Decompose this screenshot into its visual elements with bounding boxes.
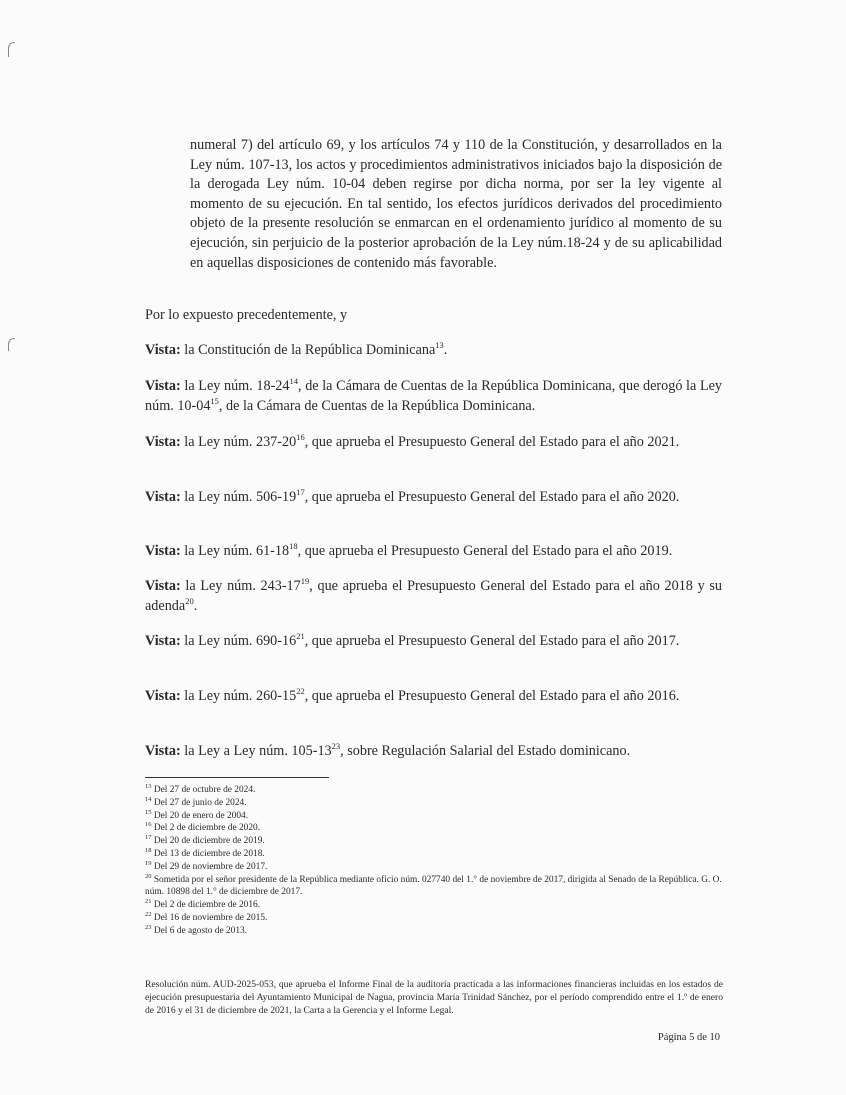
footnote-item: $^{19}$ Del 29 de noviembre de 2017. — [145, 859, 268, 872]
footnote-item: $^{23}$ Del 6 de agosto de 2013. — [145, 923, 248, 936]
footnote-item: $^{18}$ Del 13 de diciembre de 2018. — [145, 846, 265, 859]
vista-ley-61-18: Vista: la Ley núm. $61-18^{18}$, que aprueba el Presupuesto General del Estado para el año 2019. — [145, 541, 673, 559]
footnotes — [145, 784, 725, 938]
footnote-item: $^{21}$ Del 2 de diciembre de 2016. — [145, 898, 261, 911]
vista-label: Vista: — [145, 633, 181, 649]
vista-ley-237-20: Vista: la Ley núm. $237-20^{16}$, que aprueba el Presupuesto General del Estado para el año 2021. — [145, 432, 680, 450]
intro-paragraph: numeral 7) del artículo 69, y los artículos 74 y 110 de la Constitución, y desarrollados en la Ley núm. 107-13, los actos y procedimientos administrativos iniciados bajo la disposición de la derogada Ley núm. 10-04 deben regirse por dicha norma, por ser la ley vigente al momento de su ejecución. En tal sentido, los efectos jurídicos derivados del procedimiento objeto de la presente resolución se enmarcan en el ordenamiento jurídico al momento de su ejecución, sin perjuicio de la posterior aprobación de la Ley núm.18-24 y de su aplicabilidad en aquellas disposiciones de contenido más favorable. — [190, 137, 722, 271]
vista-label: Vista: — [145, 543, 181, 559]
transition-text: Por lo expuesto precedentemente, y — [145, 307, 348, 323]
footnote-item: $^{14}$ Del 27 de junio de 2024. — [145, 795, 247, 808]
resolution-footer: Resolución núm. AUD-2025-053, que aprueba el Informe Final de la auditoría practicada a las informaciones financieras incluidas en los estados de ejecución presupuestaria del Ayuntamiento Municipal de Nagua, provincia María Trinidad Sánchez, por el período comprendido entre el 1.º de enero de 2016 y el 31 de diciembre de 2021, la Carta a la Gerencia y el Informe Legal. — [145, 979, 723, 1016]
vista-ley-506-19: Vista: la Ley núm. $506-19^{17}$, que aprueba el Presupuesto General del Estado para el año 2020. — [145, 487, 680, 505]
footnote-item: $^{17}$ Del 20 de diciembre de 2019. — [145, 834, 265, 847]
footnote-divider — [145, 777, 329, 778]
page-number: Página 5 de 10 — [657, 1032, 720, 1043]
margin-mark-2 — [8, 338, 15, 351]
vista-ley-243-17: Vista: la Ley núm. $243-17^{19}$, que aprueba el Presupuesto General del Estado para el año 2018 y su adenda$^{20}$. — [145, 576, 722, 614]
vista-ley-105-13: Vista: la Ley a Ley núm. $105-13^{23}$, sobre Regulación Salarial del Estado dominicano. — [145, 741, 631, 759]
vista-label: Vista: — [145, 743, 181, 759]
footnote-item: $^{22}$ Del 16 de noviembre de 2015. — [145, 910, 268, 923]
margin-mark-1 — [8, 42, 15, 57]
vista-label: Vista: — [145, 578, 181, 594]
vista-ley-690-16: Vista: la Ley núm. $690-16^{21}$, que aprueba el Presupuesto General del Estado para el año 2017. — [145, 631, 680, 649]
vista-label: Vista: — [145, 378, 181, 394]
vista-label: Vista: — [145, 489, 181, 505]
footnote-item: $^{15}$ Del 20 de enero de 2004. — [145, 808, 249, 821]
vista-constitucion: Vista: la Constitución de la República Dominicana$^{13}$. — [145, 340, 448, 358]
vista-label: Vista: — [145, 688, 181, 704]
footnote-item: $^{20}$ Sometida por el señor presidente de la República mediante oficio núm. 027740 del 1.° de noviembre de 2017, dirigida al Senado de la República. G. O. núm. 10898 del 1.° de diciembre de 2017. — [145, 872, 722, 898]
vista-ley-260-15: Vista: la Ley núm. $260-15^{22}$, que aprueba el Presupuesto General del Estado para el año 2016. — [145, 686, 680, 704]
vista-label: Vista: — [145, 434, 181, 450]
footnote-item: $^{13}$ Del 27 de octubre de 2024. — [145, 783, 256, 795]
vista-ley-18-24: Vista: la Ley núm. $18-24^{14}$, de la Cámara de Cuentas de la República Dominicana, que derogó la Ley núm. $10-04^{15}$, de la Cámara de Cuentas de la República Dominicana. — [145, 376, 722, 414]
vista-label: Vista: — [145, 342, 181, 358]
footnote-item: $^{16}$ Del 2 de diciembre de 2020. — [145, 821, 261, 834]
